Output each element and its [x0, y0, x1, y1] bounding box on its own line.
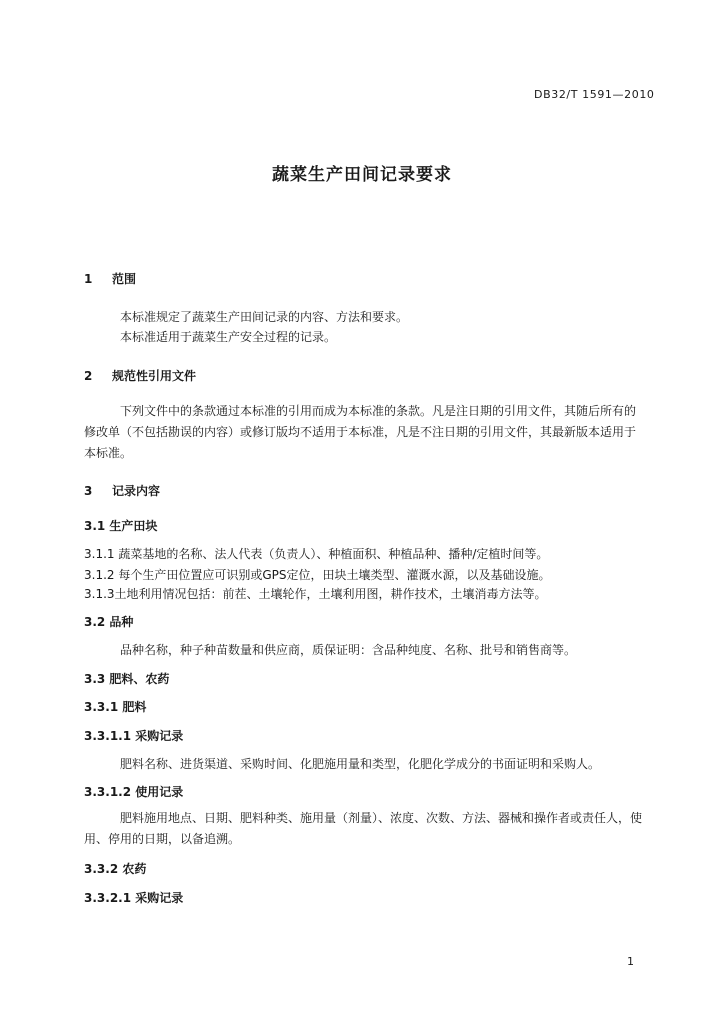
paragraph: 品种名称，种子种苗数量和供应商，质保证明：含品种纯度、名称、批号和销售商等。 — [120, 643, 577, 657]
section-title: 规范性引用文件 — [112, 369, 197, 383]
clause-item: 3.1.2 每个生产田位置应可识别或GPS定位，田块土壤类型、灌溉水源，以及基础设施。 — [84, 568, 551, 582]
subsection-heading: 3.3.2.1 采购记录 — [84, 891, 184, 905]
page-number: 1 — [627, 955, 634, 968]
subsection-heading: 3.3.1.1 采购记录 — [84, 729, 184, 743]
clause-item: 3.1.1 蔬菜基地的名称、法人代表（负责人）、种植面积、种植品种、播种/定植时间等。 — [84, 547, 549, 561]
subsection-heading: 3.1 生产田块 — [84, 519, 158, 533]
paragraph: 本标准适用于蔬菜生产安全过程的记录。 — [120, 330, 337, 344]
subsection-heading: 3.3.2 农药 — [84, 862, 147, 876]
paragraph: 下列文件中的条款通过本标准的引用而成为本标准的条款。凡是注日期的引用文件，其随后所有的修改单（不包括勘误的内容）或修订版均不适用于本标准，凡是不注日期的引用文件，其最新版本适用于本标准。 — [84, 404, 637, 460]
subsection-heading: 3.2 品种 — [84, 615, 134, 629]
paragraph: 本标准规定了蔬菜生产田间记录的内容、方法和要求。 — [120, 310, 409, 324]
clause-item: 3.1.3土地利用情况包括：前茬、土壤轮作，土壤利用图，耕作技术，土壤消毒方法等。 — [84, 587, 547, 601]
section-number: 3 — [84, 484, 93, 498]
section-number: 1 — [84, 272, 93, 286]
paragraph: 肥料名称、进货渠道、采购时间、化肥施用量和类型，化肥化学成分的书面证明和采购人。 — [120, 757, 601, 771]
section-title: 范围 — [112, 272, 137, 286]
section-3-heading — [84, 482, 160, 499]
document-title: 蔬菜生产田间记录要求 — [272, 165, 452, 185]
subsection-heading: 3.3.1.2 使用记录 — [84, 785, 184, 799]
section-number: 2 — [84, 369, 93, 383]
section-2-heading — [84, 367, 196, 384]
subsection-heading: 3.3 肥料、农药 — [84, 672, 170, 686]
subsection-heading: 3.3.1 肥料 — [84, 700, 147, 714]
section-title: 记录内容 — [112, 484, 161, 498]
paragraph: 肥料施用地点、日期、肥料种类、施用量（剂量）、浓度、次数、方法、器械和操作者或责任人，使用、停用的日期，以备追溯。 — [84, 811, 643, 846]
section-1-heading — [84, 270, 136, 287]
standard-code: DB32/T 1591—2010 — [534, 88, 655, 101]
